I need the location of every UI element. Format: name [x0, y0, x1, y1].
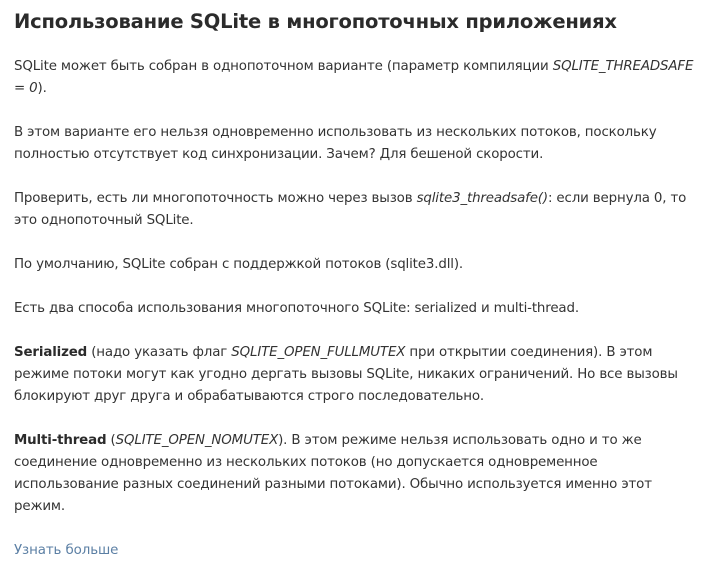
flag-code-fullmutex: SQLITE_OPEN_FULLMUTEX	[231, 345, 406, 360]
paragraph-text: Проверить, есть ли многопоточность можно через вызов	[14, 191, 417, 206]
paragraph-text: при открытии соединения). В этом режиме потоки могут как угодно дергать вызовы SQLite, никаких ограничений. Но все вызовы блокируют друг друга и обрабатываются строго последовательно.	[14, 345, 678, 404]
paragraph-multi-thread	[14, 430, 705, 518]
compile-flag-code: SQLITE_THREADSAFE = 0	[14, 59, 694, 96]
paragraph-text: В этом варианте его нельзя одновременно использовать из нескольких потоков, поскольку полностью отсутствует код синхронизации. Зачем? Для бешеной скорости.	[14, 125, 657, 162]
paragraph-two-modes	[14, 298, 705, 320]
paragraph-text: (	[106, 433, 116, 448]
paragraph-text: По умолчанию, SQLite собран с поддержкой потоков (sqlite3.dll).	[14, 257, 464, 272]
paragraph-text: Есть два способа использования многопоточного SQLite: serialized и multi-thread.	[14, 301, 579, 316]
paragraph-text: ). В этом режиме нельзя использовать одно и то же соединение одновременно из нескольких потоков (но допускается одновременное использование разных соединений разными потоками). Обычно используется именно этот режим.	[14, 433, 652, 514]
mode-name-serialized: Serialized	[14, 345, 88, 360]
function-name-code: sqlite3_threadsafe()	[416, 191, 548, 206]
paragraph-single-thread	[14, 122, 705, 166]
mode-name-multi-thread: Multi-thread	[14, 433, 107, 448]
paragraph-text: ).	[37, 81, 47, 96]
page-title: Использование SQLite в многопоточных приложениях	[14, 10, 617, 33]
paragraph-text: SQLite может быть собран в однопоточном варианте (параметр компиляции	[14, 59, 553, 74]
paragraph-threadsafe-check	[14, 188, 705, 232]
paragraph-serialized	[14, 342, 705, 408]
paragraph-build-variant	[14, 56, 705, 100]
paragraph-default-build	[14, 254, 705, 276]
learn-more-link[interactable]: Узнать больше	[14, 543, 119, 558]
paragraph-text: : если вернула 0, то это однопоточный SQLite.	[14, 191, 687, 228]
paragraph-text: (надо указать флаг	[87, 345, 232, 360]
flag-code-nomutex: SQLITE_OPEN_NOMUTEX	[115, 433, 279, 448]
